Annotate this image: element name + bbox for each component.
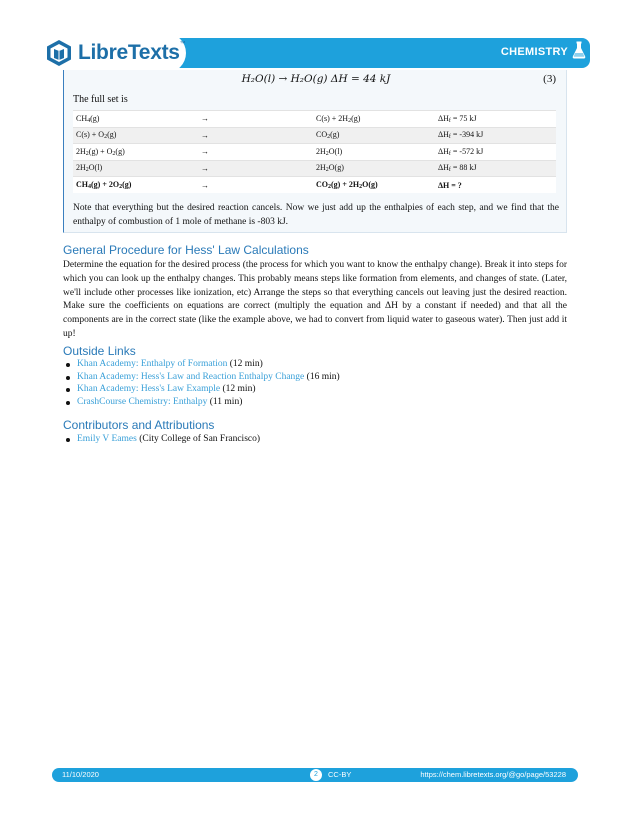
duration: (12 min): [229, 359, 263, 369]
list-item: [63, 396, 340, 409]
libretexts-logo[interactable]: [36, 33, 186, 73]
table-row: [73, 160, 556, 177]
contributors-list: [63, 433, 260, 446]
procedure-paragraph: Determine the equation for the desired process (the process for which you want to know the enthalpy change). Break it into steps for which you can look up the enthalpy changes. This probably means steps like formation from elements, and changes of state. (Later, we'll include other processes like ionization, etc) Arrange the steps so that everything cancels out leaving just the desired reaction. Make sure the coefficients on equations are correct (multiply the equation and ΔH by a constant if needed) and that all the components are in the correct state (like the example above, we had to convert from liquid water to gaseous water). Then just add it up!: [63, 260, 567, 339]
arrow-cell: →: [198, 144, 313, 161]
duration: (12 min): [222, 384, 256, 394]
products-cell: $CO_2(g)$: [313, 127, 435, 144]
reactants-cell: $CH_4(g) + 2O_2(g)$: [73, 177, 198, 194]
enthalpy-cell: ΔH = ?: [435, 177, 556, 194]
arrow-cell: →: [198, 111, 313, 128]
fullset-label: The full set is: [73, 94, 128, 105]
contributors-heading: Contributors and Attributions: [63, 418, 215, 432]
table-row: [73, 144, 556, 161]
footer-url[interactable]: https://chem.libretexts.org/@go/page/53228: [420, 770, 566, 779]
link-contributor[interactable]: Emily V Eames: [77, 434, 137, 444]
equation-number: (3): [543, 73, 556, 85]
logo-text: LibreTexts™: [78, 41, 186, 64]
procedure-heading: General Procedure for Hess' Law Calculations: [63, 243, 309, 257]
flask-icon: [572, 41, 586, 59]
products-cell: $2H_2O(l)$: [313, 144, 435, 161]
page-header: [0, 0, 630, 78]
table-row: [73, 177, 556, 194]
list-item: [63, 371, 340, 384]
link-enthalpy-formation[interactable]: Khan Academy: Enthalpy of Formation: [77, 359, 228, 369]
list-item: [63, 358, 340, 371]
arrow-cell: →: [198, 177, 313, 194]
reactants-cell: $2H_2(g) + O_2(g)$: [73, 144, 198, 161]
link-hess-law-reaction[interactable]: Khan Academy: Hess's Law and Reaction Enthalpy Change: [77, 371, 305, 382]
list-item: [63, 433, 260, 446]
subject-label: CHEMISTRY: [500, 46, 568, 58]
outside-links-list: [63, 358, 340, 408]
page-footer: [52, 768, 578, 782]
outside-links-heading: Outside Links: [63, 344, 136, 358]
enthalpy-cell: $\Delta H_f = -572$ kJ: [435, 144, 556, 161]
link-hess-law-example[interactable]: Khan Academy: Hess's Law Example: [77, 384, 221, 394]
arrow-cell: →: [198, 127, 313, 144]
enthalpy-cell: $\Delta H_f = -394$ kJ: [435, 127, 556, 144]
duration: (11 min): [209, 396, 243, 407]
products-cell: $2H_2O(g)$: [313, 160, 435, 177]
reactants-cell: $2H_2O(l)$: [73, 160, 198, 177]
footer-date: 11/10/2020: [62, 770, 99, 779]
hess-steps-table: [73, 110, 556, 193]
example-note: Note that everything but the desired reaction cancels. Now we just add up the enthalpies of each step, and we find that the enthalpy of combustion of 1 mole of methane is -803 kJ.: [73, 203, 559, 227]
enthalpy-cell: $\Delta H_f = 75$ kJ: [435, 111, 556, 128]
table-row: [73, 127, 556, 144]
reactants-cell: $CH_4(g)$: [73, 111, 198, 128]
duration: (16 min): [306, 371, 340, 382]
products-cell: $CO_2(g) + 2H_2O(g)$: [313, 177, 435, 194]
affiliation: (City College of San Francisco): [139, 434, 261, 444]
example-box: [63, 70, 567, 233]
enthalpy-cell: $\Delta H_f = 88$ kJ: [435, 160, 556, 177]
footer-license: CC-BY: [328, 770, 352, 779]
products-cell: $C(s) + 2H_2(g)$: [313, 111, 435, 128]
arrow-cell: →: [198, 160, 313, 177]
link-crashcourse-enthalpy[interactable]: CrashCourse Chemistry: Enthalpy: [77, 396, 208, 407]
equation: H₂O(l) → H₂O(g) ΔH = 44 kJ: [241, 73, 391, 85]
table-row: [73, 111, 556, 128]
libretexts-logo-icon: [46, 39, 72, 67]
reactants-cell: $C(s) + O_2(g)$: [73, 127, 198, 144]
footer-page-number: 2: [310, 769, 322, 781]
list-item: [63, 383, 340, 396]
